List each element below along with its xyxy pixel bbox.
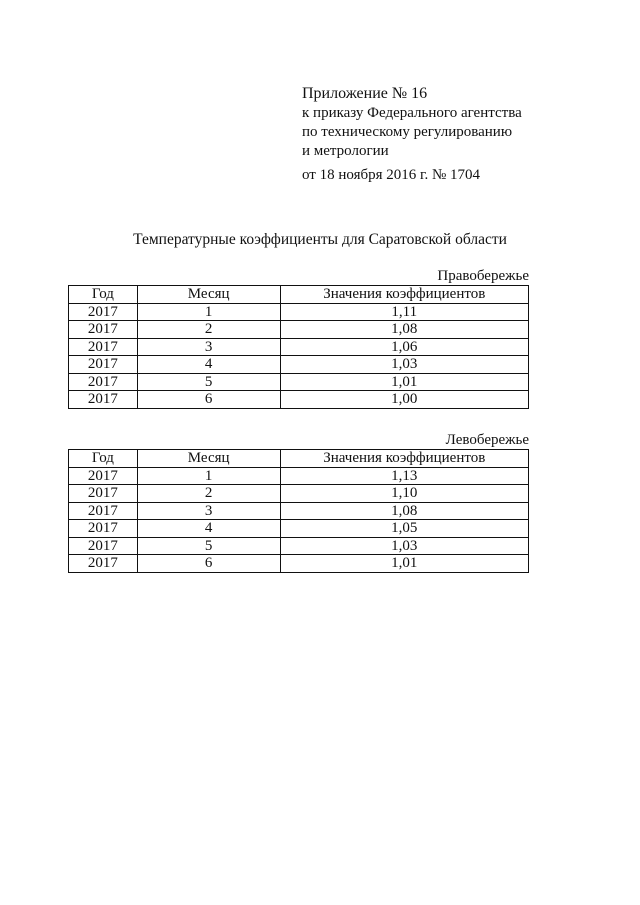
value-cell: 1,05 [280,520,529,538]
month-cell: 6 [137,555,280,573]
month-cell: 3 [137,338,280,356]
appendix-order-line: к приказу Федерального агентства [302,105,522,121]
value-cell: 1,00 [280,391,529,409]
value-cell: 1,01 [280,555,529,573]
table-row [69,356,529,374]
right-bank-table [68,285,529,409]
year-cell: 2017 [69,356,138,374]
month-cell: 5 [137,537,280,555]
table-row [69,303,529,321]
table-row [69,502,529,520]
value-cell: 1,08 [280,321,529,339]
table-row [69,338,529,356]
value-cell: 1,11 [280,303,529,321]
month-cell: 3 [137,502,280,520]
year-cell: 2017 [69,555,138,573]
month-cell: 5 [137,373,280,391]
value-cell: 1,03 [280,356,529,374]
table-row [69,485,529,503]
year-cell: 2017 [69,502,138,520]
month-cell: 2 [137,321,280,339]
month-header: Месяц [137,450,280,468]
year-cell: 2017 [69,338,138,356]
value-header: Значения коэффициентов [280,286,529,304]
year-cell: 2017 [69,537,138,555]
year-cell: 2017 [69,467,138,485]
value-cell: 1,08 [280,502,529,520]
year-cell: 2017 [69,485,138,503]
table-header-row [69,450,529,468]
table-row [69,373,529,391]
year-cell: 2017 [69,303,138,321]
appendix-date: от 18 ноября 2016 г. № 1704 [302,167,481,183]
left-bank-table [68,449,529,573]
table-row [69,467,529,485]
year-cell: 2017 [69,391,138,409]
year-cell: 2017 [69,520,138,538]
appendix-header [302,84,522,185]
table-row [69,321,529,339]
appendix-agency-line: по техническому регулированию [302,124,513,140]
table-row [69,555,529,573]
appendix-metrology-line: и метрологии [302,143,389,159]
document-title: Температурные коэффициенты для Саратовской области [133,231,507,248]
year-cell: 2017 [69,373,138,391]
table-header-row [69,286,529,304]
year-cell: 2017 [69,321,138,339]
right-bank-label: Правобережье [437,268,529,284]
month-cell: 1 [137,303,280,321]
month-cell: 4 [137,520,280,538]
table-row [69,537,529,555]
month-cell: 2 [137,485,280,503]
value-cell: 1,10 [280,485,529,503]
month-cell: 6 [137,391,280,409]
value-cell: 1,06 [280,338,529,356]
month-header: Месяц [137,286,280,304]
year-header: Год [69,286,138,304]
table-row [69,520,529,538]
value-cell: 1,01 [280,373,529,391]
year-header: Год [69,450,138,468]
month-cell: 4 [137,356,280,374]
value-header: Значения коэффициентов [280,450,529,468]
appendix-number: Приложение № 16 [302,85,428,102]
value-cell: 1,03 [280,537,529,555]
table-row [69,391,529,409]
month-cell: 1 [137,467,280,485]
left-bank-label: Левобережье [445,432,529,448]
value-cell: 1,13 [280,467,529,485]
